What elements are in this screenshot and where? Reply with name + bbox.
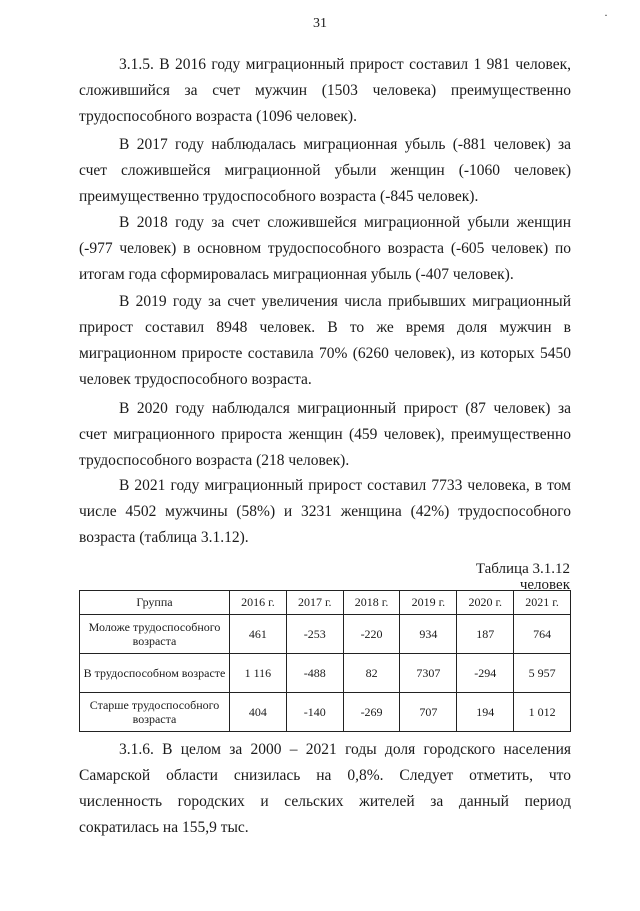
paragraph-2019: В 2019 году за счет увеличения числа прибывших миграционный прирост составил 8948 человек. В то же время доля мужчин в миграционном приросте составила 70% (6260 человек), из которых 5450 человек трудоспособного возраста. bbox=[79, 293, 571, 388]
table-cell: -269 bbox=[343, 693, 400, 732]
table-row bbox=[80, 615, 571, 654]
table-cell: -253 bbox=[286, 615, 343, 654]
header-2020: 2020 г. bbox=[457, 591, 514, 615]
row-label: В трудоспособном возрасте bbox=[80, 654, 230, 693]
table-header-row bbox=[80, 591, 571, 615]
header-2018: 2018 г. bbox=[343, 591, 400, 615]
table-cell: 1 116 bbox=[230, 654, 287, 693]
paragraph-3-1-5: 3.1.5. В 2016 году миграционный прирост составил 1 981 человек, сложившийся за счет мужчин (1503 человека) преимущественно трудоспособного возраста (1096 человек). bbox=[79, 56, 571, 125]
header-2021: 2021 г. bbox=[514, 591, 571, 615]
paragraph-2021: В 2021 году миграционный прирост составил 7733 человека, в том числе 4502 мужчины (58%) и 3231 женщина (42%) трудоспособного возраста (таблица 3.1.12). bbox=[79, 477, 571, 546]
table-cell: -140 bbox=[286, 693, 343, 732]
page-number: 31 bbox=[313, 16, 327, 31]
row-label: Моложе трудоспособного возраста bbox=[80, 615, 230, 654]
table-cell: 461 bbox=[230, 615, 287, 654]
table-cell: 194 bbox=[457, 693, 514, 732]
header-2017: 2017 г. bbox=[286, 591, 343, 615]
table-cell: -220 bbox=[343, 615, 400, 654]
table-row bbox=[80, 654, 571, 693]
table-row bbox=[80, 693, 571, 732]
table-cell: 187 bbox=[457, 615, 514, 654]
paragraph-2017: В 2017 году наблюдалась миграционная убыль (-881 человек) за счет сложившейся миграционной убыли женщин (-1060 человек) преимущественно трудоспособного возраста (-845 человек). bbox=[79, 136, 571, 205]
header-2016: 2016 г. bbox=[230, 591, 287, 615]
paragraph-2020: В 2020 году наблюдался миграционный прирост (87 человек) за счет миграционного прироста женщин (459 человек), преимущественно трудоспособного возраста (218 человек). bbox=[79, 400, 571, 469]
table-cell: 5 957 bbox=[514, 654, 571, 693]
table-cell: 707 bbox=[400, 693, 457, 732]
table-cell: -488 bbox=[286, 654, 343, 693]
table-unit: человек bbox=[519, 577, 570, 593]
table-cell: -294 bbox=[457, 654, 514, 693]
header-2019: 2019 г. bbox=[400, 591, 457, 615]
table-cell: 404 bbox=[230, 693, 287, 732]
row-label: Старше трудоспособного возраста bbox=[80, 693, 230, 732]
paragraph-3-1-6: 3.1.6. В целом за 2000 – 2021 годы доля городского населения Самарской области снизилась на 0,8%. Следует отметить, что численность городских и сельских жителей за данный период сократилась на 155,9 тыс. bbox=[79, 741, 571, 836]
table-cell: 1 012 bbox=[514, 693, 571, 732]
table-cell: 82 bbox=[343, 654, 400, 693]
table-caption: Таблица 3.1.12 bbox=[475, 561, 570, 577]
table-cell: 764 bbox=[514, 615, 571, 654]
paragraph-2018: В 2018 году за счет сложившейся миграционной убыли женщин (-977 человек) в основном трудоспособного возраста (-605 человек) по итогам года сформировалась миграционная убыль (-407 человек). bbox=[79, 214, 571, 283]
table-cell: 934 bbox=[400, 615, 457, 654]
header-group: Группа bbox=[80, 591, 230, 615]
corner-mark: · bbox=[604, 8, 608, 22]
migration-table bbox=[79, 590, 571, 732]
table-cell: 7307 bbox=[400, 654, 457, 693]
